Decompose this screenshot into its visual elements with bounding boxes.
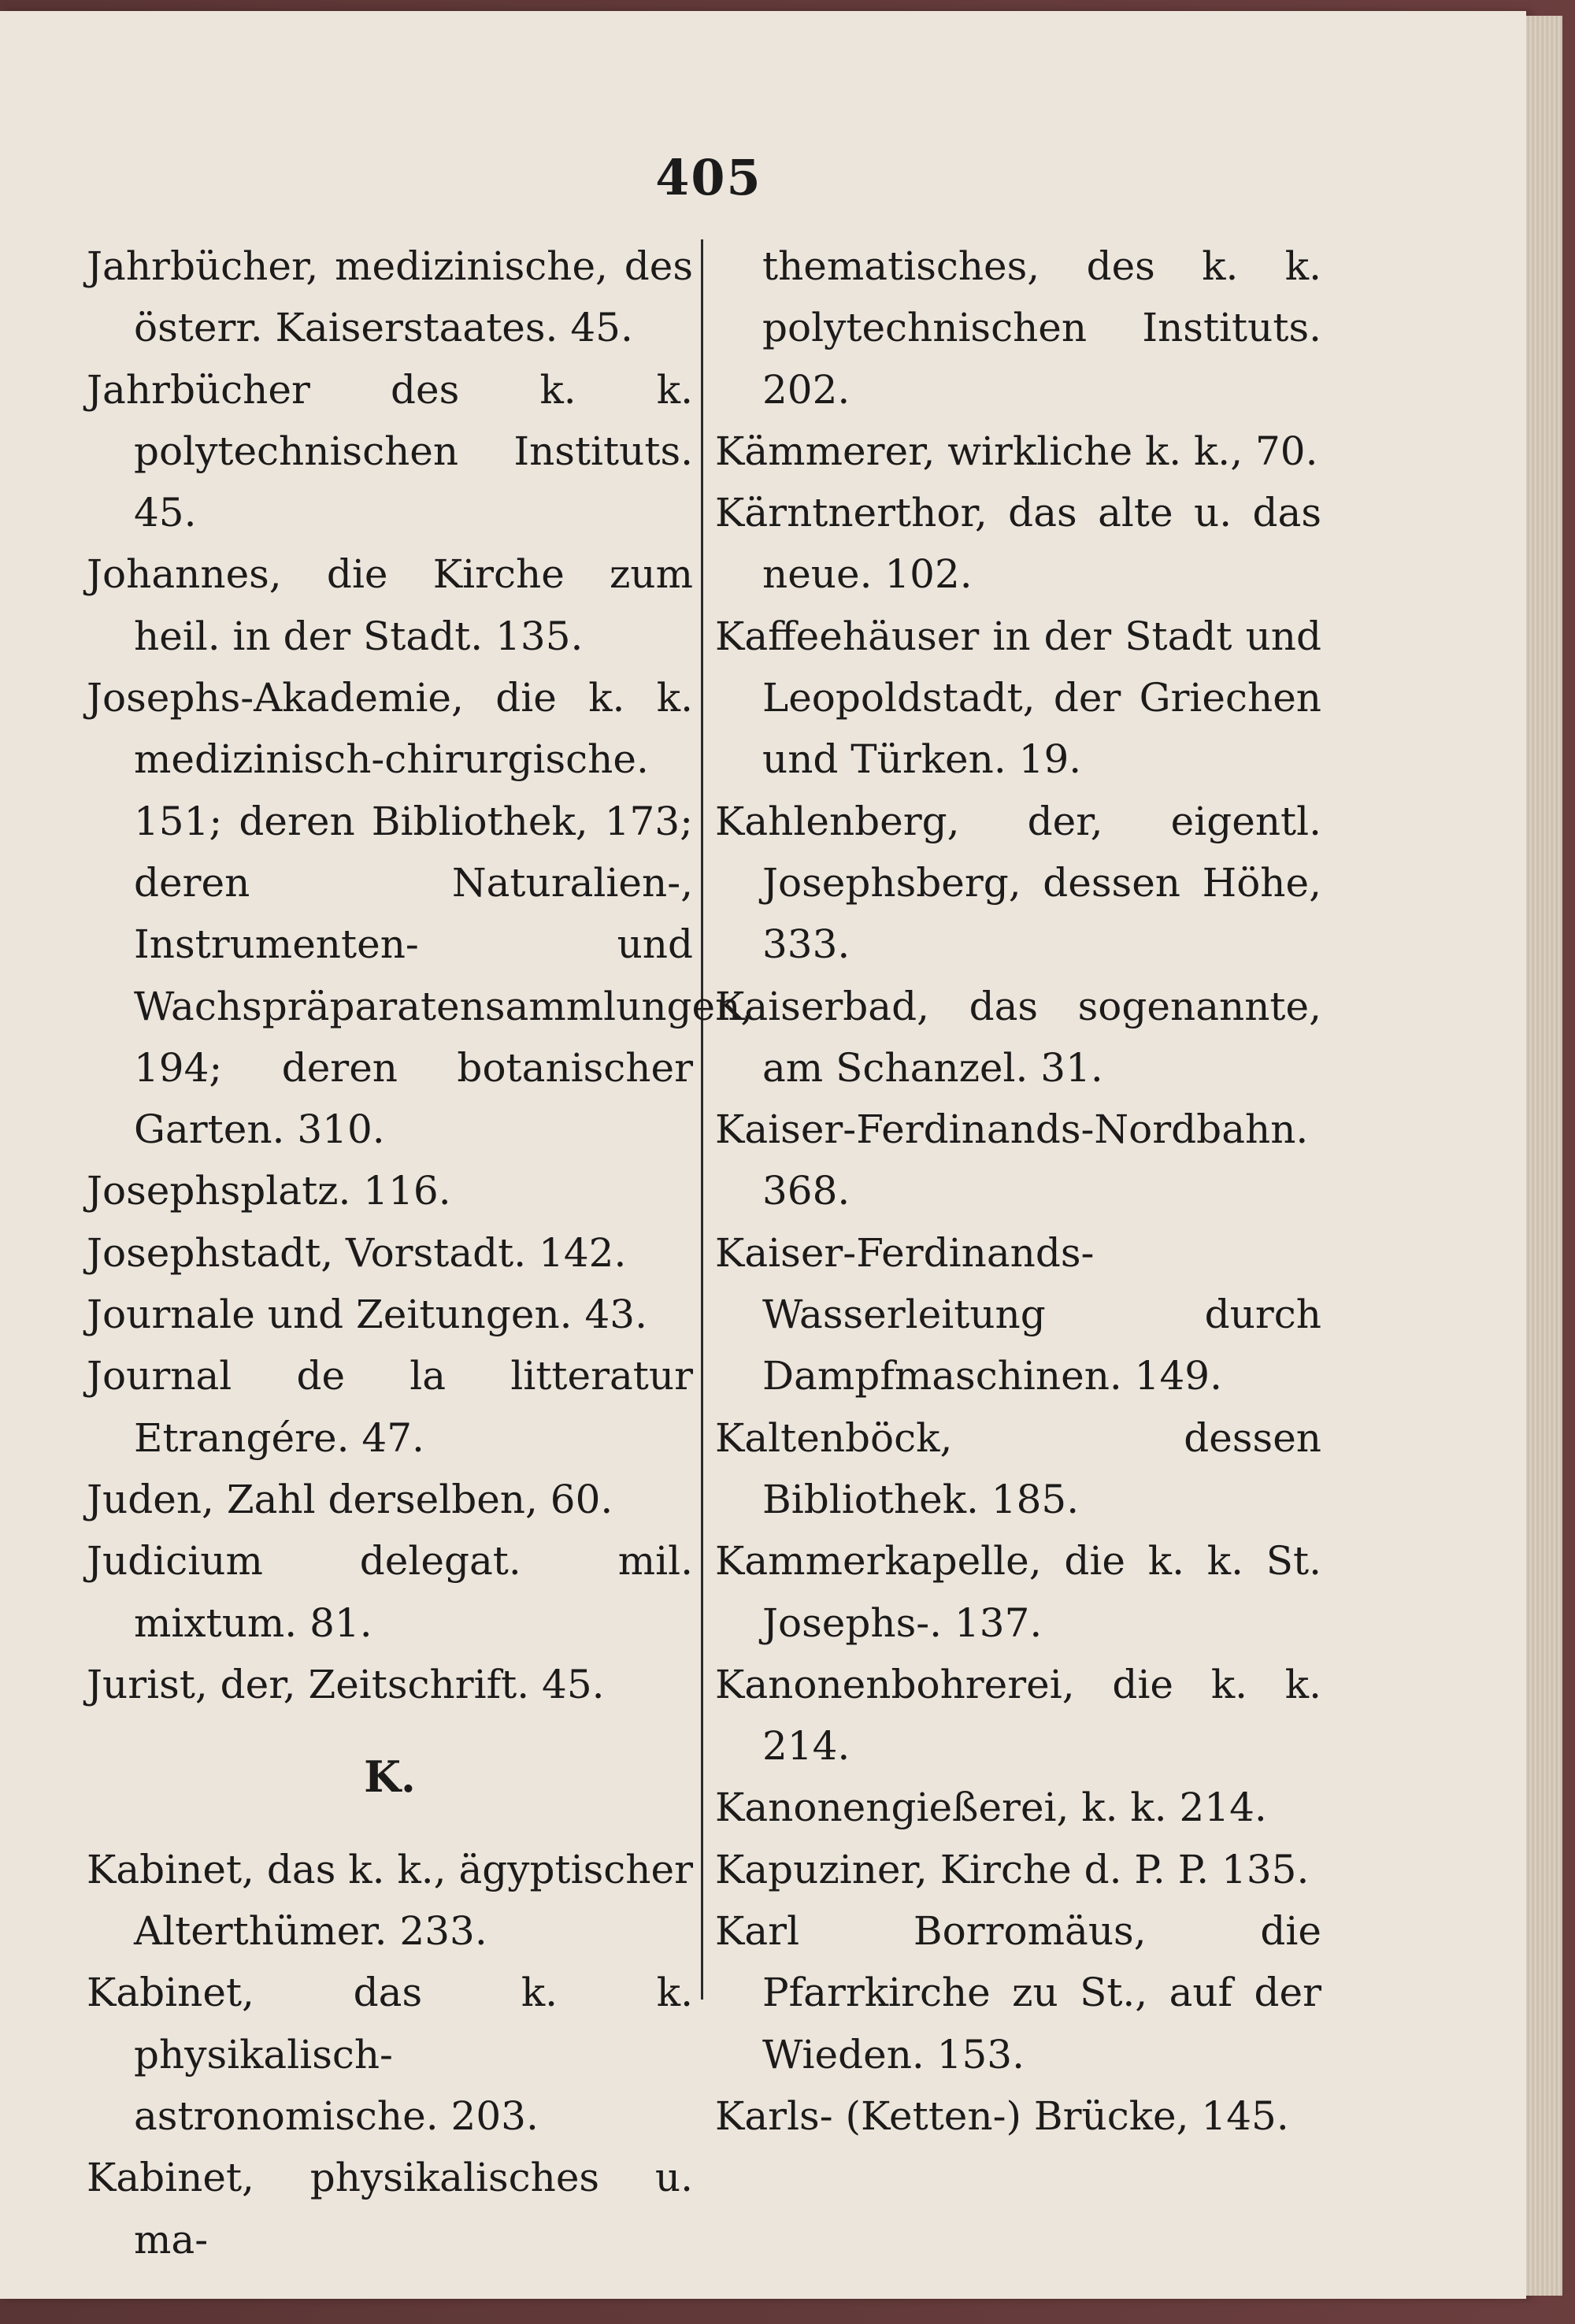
index-entry: Journal de la litteratur Etrangére. 47. — [87, 1353, 693, 1461]
page-edge — [1526, 16, 1562, 2296]
index-entry: Kaiserbad, das sogenannte, am Schanzel. 31. — [715, 983, 1321, 1091]
index-entry: Kanonengießerei, k. k. 214. — [715, 1785, 1267, 1831]
index-entry: Kabinet, das k. k., ägyptischer Alterthümer. 233. — [87, 1846, 693, 1955]
index-entry: Josephsplatz. 116. — [87, 1168, 451, 1214]
index-entry: Karl Borromäus, die Pfarrkirche zu St., auf der Wieden. 153. — [715, 1908, 1321, 2078]
index-entry: Jahrbücher, medizinische, des österr. Kaiserstaates. 45. — [87, 243, 693, 351]
index-entry: Jurist, der, Zeitschrift. 45. — [87, 1661, 605, 1707]
index-entry: Kärntnerthor, das alte u. das neue. 102. — [715, 490, 1321, 598]
column-divider — [701, 239, 703, 2000]
left-column — [87, 235, 754, 2270]
index-entry: Josephs-Akademie, die k. k. medizinisch-chirurgische. 151; deren Bibliothek, 173; deren Naturalien-, Instrumenten- und Wachspräparatensammlungen, 194; deren botanischer Garten. 310. — [87, 675, 754, 1153]
index-entry: Kaltenböck, dessen Bibliothek. 185. — [715, 1414, 1321, 1522]
index-entry: Kahlenberg, der, eigentl. Josephsberg, dessen Höhe, 333. — [715, 798, 1321, 968]
index-entry: Kammerkapelle, die k. k. St. Josephs-. 137. — [715, 1538, 1321, 1646]
index-entry: Kabinet, das k. k. physikalisch-astronomische. 203. — [87, 1970, 693, 2139]
book-page — [0, 11, 1526, 2299]
index-entry: Juden, Zahl derselben, 60. — [87, 1476, 613, 1522]
index-entry: Kapuziner, Kirche d. P. P. 135. — [715, 1846, 1310, 1892]
index-entry: Johannes, die Kirche zum heil. in der Stadt. 135. — [87, 551, 693, 659]
index-entry: Kabinet, physikalisches u. ma- — [87, 2155, 693, 2263]
index-entry: Kaiser-Ferdinands-Nordbahn. 368. — [715, 1106, 1309, 1214]
index-entry: Kanonenbohrerei, die k. k. 214. — [715, 1661, 1321, 1770]
index-entry: Kaiser-Ferdinands-Wasserleitung durch Dampfmaschinen. 149. — [715, 1229, 1321, 1399]
index-entry: Judicium delegat. mil. mixtum. 81. — [87, 1538, 693, 1646]
index-entry: Karls- (Ketten-) Brücke, 145. — [715, 2092, 1289, 2139]
index-entry: Journale und Zeitungen. 43. — [87, 1292, 647, 1338]
index-entry: Josephstadt, Vorstadt. 142. — [87, 1229, 627, 1276]
section-heading: K. — [364, 1751, 416, 1803]
index-entry: Jahrbücher des k. k. polytechnischen Instituts. 45. — [87, 366, 693, 536]
right-column — [715, 235, 1321, 2147]
index-entry: Kämmerer, wirkliche k. k., 70. — [715, 428, 1318, 474]
page-number: 405 — [655, 149, 762, 206]
index-entry: Kaffeehäuser in der Stadt und Leopoldstadt, der Griechen und Türken. 19. — [715, 613, 1321, 783]
index-entry-continuation: thematisches, des k. k. polytechnischen Instituts. 202. — [762, 243, 1321, 413]
